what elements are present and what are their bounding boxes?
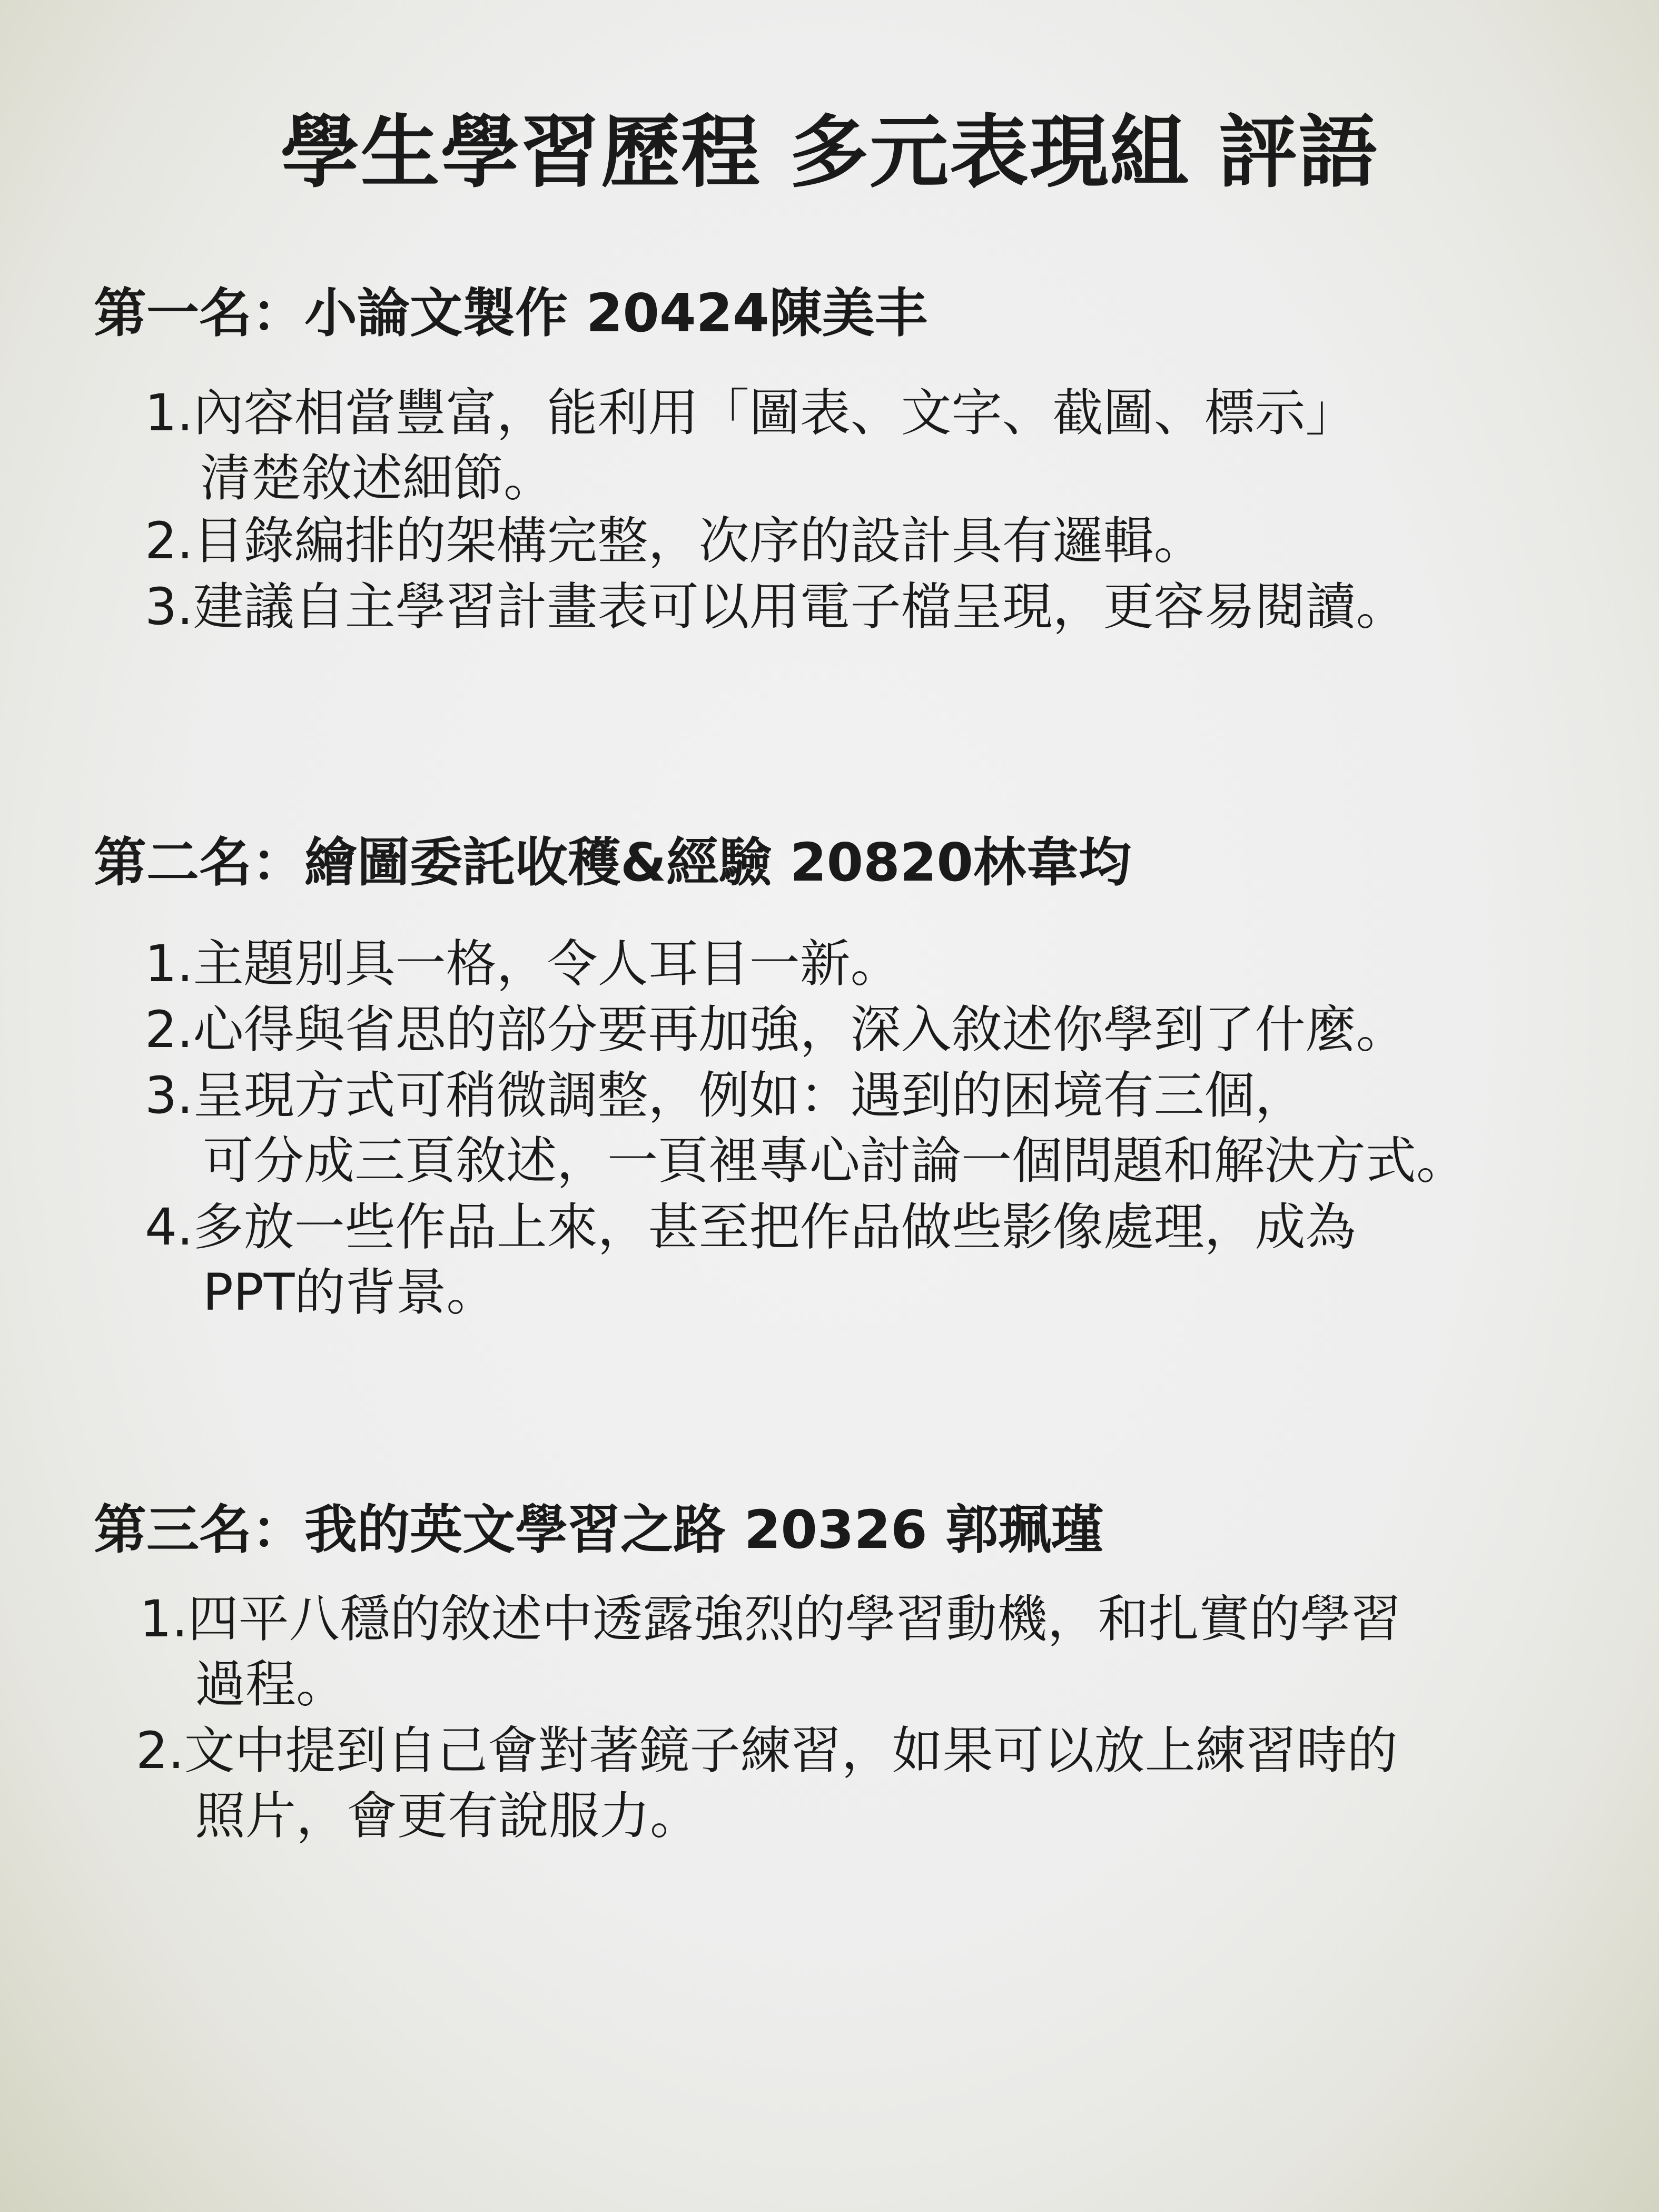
item-number: 2. — [136, 1721, 184, 1780]
item-text-continued: 清楚敘述細節。 — [200, 449, 554, 508]
item-number: 4. — [145, 1198, 193, 1257]
item-number: 1. — [140, 1589, 188, 1648]
item-number: 2. — [145, 511, 193, 570]
item-number: 2. — [145, 1000, 193, 1059]
item-text-continued: 過程。 — [195, 1655, 347, 1714]
item-text: 建議自主學習計畫表可以用電子檔呈現，更容易閱讀。 — [193, 577, 1407, 636]
item-text: 四平八穩的敘述中透露強烈的學習動機，和扎實的學習 — [187, 1589, 1401, 1648]
item-number: 3. — [145, 1066, 193, 1125]
item-text: 心得與省思的部分要再加強，深入敘述你學到了什麼。 — [193, 1000, 1407, 1059]
comment-item — [136, 1718, 1398, 1849]
item-text: 多放一些作品上來，甚至把作品做些影像處理，成為 — [193, 1198, 1356, 1257]
item-text: 目錄編排的架構完整，次序的設計具有邏輯。 — [193, 511, 1204, 570]
item-text-continued: 照片，會更有說服力。 — [195, 1786, 700, 1845]
comment-item — [140, 1586, 1401, 1717]
comment-item — [145, 1063, 1467, 1193]
item-text-continued: PPT的背景。 — [203, 1263, 497, 1322]
item-text: 呈現方式可稍微調整，例如：遇到的困境有三個， — [193, 1066, 1306, 1125]
page-title: 學生學習歷程 多元表現組 評語 — [280, 107, 1379, 199]
section-heading-third-place: 第三名：我的英文學習之路 20326 郭珮瑾 — [94, 1499, 1104, 1561]
section-heading-second-place: 第二名：繪圖委託收穫&經驗 20820林韋均 — [94, 832, 1131, 893]
comment-item — [145, 574, 1407, 639]
comment-item — [145, 1194, 1356, 1325]
section-heading-first-place: 第一名：小論文製作 20424陳美丰 — [94, 282, 927, 344]
item-number: 1. — [145, 383, 193, 442]
item-text: 主題別具一格，令人耳目一新。 — [193, 934, 901, 993]
item-text-continued: 可分成三頁敘述，一頁裡專心討論一個問題和解決方式。 — [203, 1131, 1467, 1190]
comment-item — [145, 380, 1356, 511]
item-text: 內容相當豐富，能利用「圖表、文字、截圖、標示」 — [193, 383, 1356, 442]
item-number: 1. — [145, 934, 193, 993]
item-number: 3. — [145, 577, 193, 636]
comment-item — [145, 931, 901, 996]
item-text: 文中提到自己會對著鏡子練習，如果可以放上練習時的 — [184, 1721, 1398, 1780]
comment-item — [145, 997, 1407, 1062]
comment-item — [145, 508, 1204, 574]
